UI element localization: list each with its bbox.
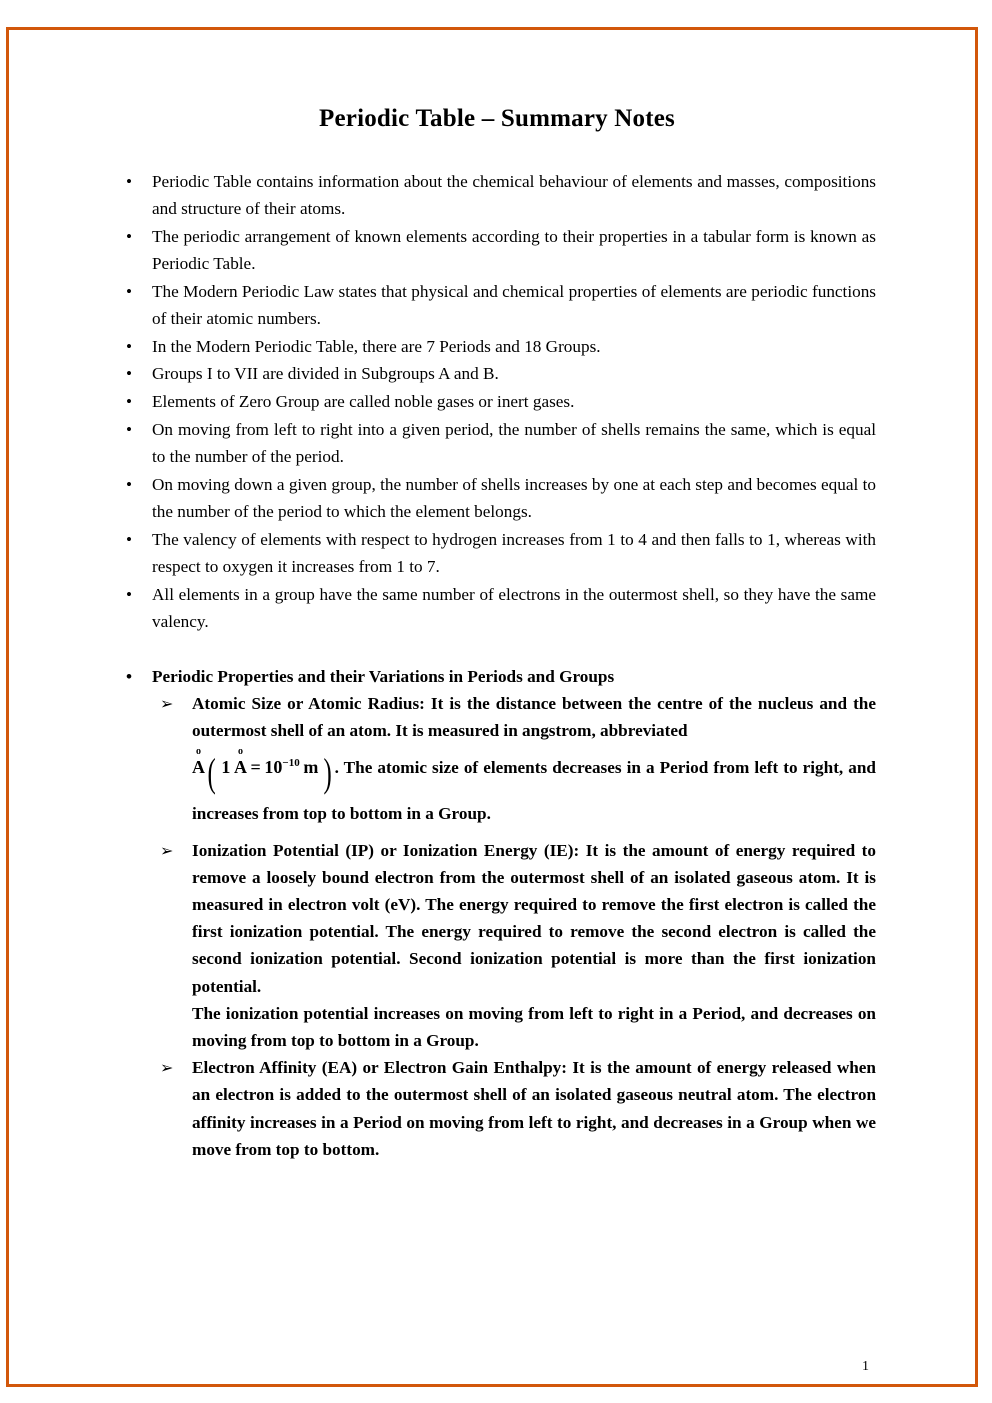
equation-prefix: 1 [221, 756, 231, 777]
angstrom-equation [218, 745, 321, 777]
list-item-text: The valency of elements with respect to hydrogen increases from 1 to 4 and then falls to 1, whereas with respect to oxygen it increases from 1 to 7. [152, 529, 876, 576]
list-item-text: On moving from left to right into a given period, the number of shells remains the same, which is equal to the number of the period. [152, 419, 876, 467]
bullet-icon: • [126, 172, 133, 191]
bullet-icon: • [126, 226, 133, 246]
list-item-text: The Modern Periodic Law states that physical and chemical properties of elements are periodic functions of their atomic numbers. [152, 281, 876, 329]
ionization-body: It is the amount of energy required to remove a loosely bound electron from the outermost shell of an isolated gaseous atom. It is measured in electron volt (eV). The energy required to remove the first electron is called the first ionization potential. The energy required to remove the second electron is called the second ionization potential. Second ionization potential is more than the first ionization potential. [192, 840, 876, 996]
ionization-paragraph [192, 837, 876, 1000]
summary-bullet-list [118, 168, 876, 1163]
list-item [118, 278, 876, 332]
equals-sign: = [250, 756, 261, 777]
list-item [118, 526, 876, 580]
unit-metre: m [303, 756, 319, 777]
atomic-size-paragraph [192, 690, 876, 744]
ring-diacritic: o [196, 745, 201, 757]
sub-list-item-electron-affinity [152, 1054, 876, 1163]
bullet-icon: • [126, 364, 133, 384]
bullet-icon: • [126, 419, 133, 439]
angstrom-letter-inner: A [233, 756, 247, 777]
list-item-text: Groups I to VII are divided in Subgroups A and B. [152, 364, 499, 384]
bullet-icon: • [126, 336, 133, 356]
angstrom-formula-line [192, 745, 876, 837]
list-item-text: Periodic Table contains information about the chemical behaviour of elements and masses, compositions and structure of their atoms. [152, 172, 876, 219]
section-heading-text: Periodic Properties and their Variations in Periods and Groups [152, 666, 615, 686]
list-item [118, 223, 876, 277]
angstrom-symbol-inner [233, 745, 247, 777]
angstrom-symbol [192, 745, 205, 777]
electron-affinity-paragraph [192, 1054, 876, 1163]
section-heading-item [118, 663, 876, 1163]
arrow-bullet-icon: ➢ [160, 694, 174, 714]
list-item-text: All elements in a group have the same number of electrons in the outermost shell, so they have the same valency. [152, 584, 876, 631]
list-item-text: In the Modern Periodic Table, there are 7 Periods and 18 Groups. [152, 336, 601, 356]
atomic-size-body-before-math: It is the distance between the centre of the nucleus and the outermost shell of an atom. It is measured in angstrom, abbreviated [192, 694, 876, 741]
sub-list-item-ionization-potential [152, 837, 876, 1055]
page-title: Periodic Table – Summary Notes [319, 105, 675, 132]
base-number: 10 [264, 756, 283, 777]
list-item [118, 168, 876, 222]
ionization-continuation: The ionization potential increases on moving from left to right in a Period, and decreases on moving from top to bottom in a Group. [192, 1003, 876, 1050]
list-item-text: Elements of Zero Group are called noble gases or inert gases. [152, 392, 575, 412]
list-item [118, 388, 876, 415]
electron-affinity-label: Electron Affinity (EA) or Electron Gain Enthalpy: [192, 1058, 567, 1078]
page-number: 1 [862, 1359, 869, 1374]
exponent: −10 [282, 756, 300, 769]
document-content [118, 104, 876, 1164]
periodic-properties-sublist [152, 690, 876, 1163]
bullet-icon: • [126, 529, 133, 549]
ionization-label: Ionization Potential (IP) or Ionization Energy (IE): [192, 840, 580, 860]
list-item-text: The periodic arrangement of known elements according to their properties in a tabular form is known as Periodic Table. [152, 226, 876, 274]
list-item [118, 581, 876, 635]
close-paren: ) [323, 749, 333, 795]
arrow-bullet-icon: ➢ [160, 1058, 174, 1078]
electron-affinity-body: It is the amount of energy released when an electron is added to the outermost shell of an isolated gaseous neutral atom. The electron affinity increases in a Period on moving from left to right, and decreases in a Group when we move from top to bottom. [192, 1058, 876, 1159]
bullet-icon: • [126, 666, 133, 686]
list-item [118, 471, 876, 525]
bullet-icon: • [126, 281, 133, 301]
list-item [118, 360, 876, 387]
list-spacer [118, 635, 876, 662]
list-item-text: On moving down a given group, the number of shells increases by one at each step and becomes equal to the number of the period to which the element belongs. [152, 474, 876, 521]
ring-diacritic: o [237, 745, 243, 757]
open-paren: ( [207, 749, 216, 795]
bullet-icon: • [126, 392, 133, 412]
bullet-icon: • [126, 474, 133, 494]
arrow-bullet-icon: ➢ [160, 840, 174, 860]
atomic-size-label: Atomic Size or Atomic Radius: [192, 694, 425, 714]
angstrom-formula [192, 745, 335, 795]
list-item [118, 333, 876, 360]
angstrom-letter: A [192, 756, 205, 777]
bullet-icon: • [126, 584, 133, 604]
atomic-size-body-after-math: . The atomic size of elements decreases in a Period from left to right, and increases from top to bottom in a Group. [192, 757, 876, 823]
list-item [118, 416, 876, 470]
sub-list-item-atomic-size [152, 690, 876, 836]
